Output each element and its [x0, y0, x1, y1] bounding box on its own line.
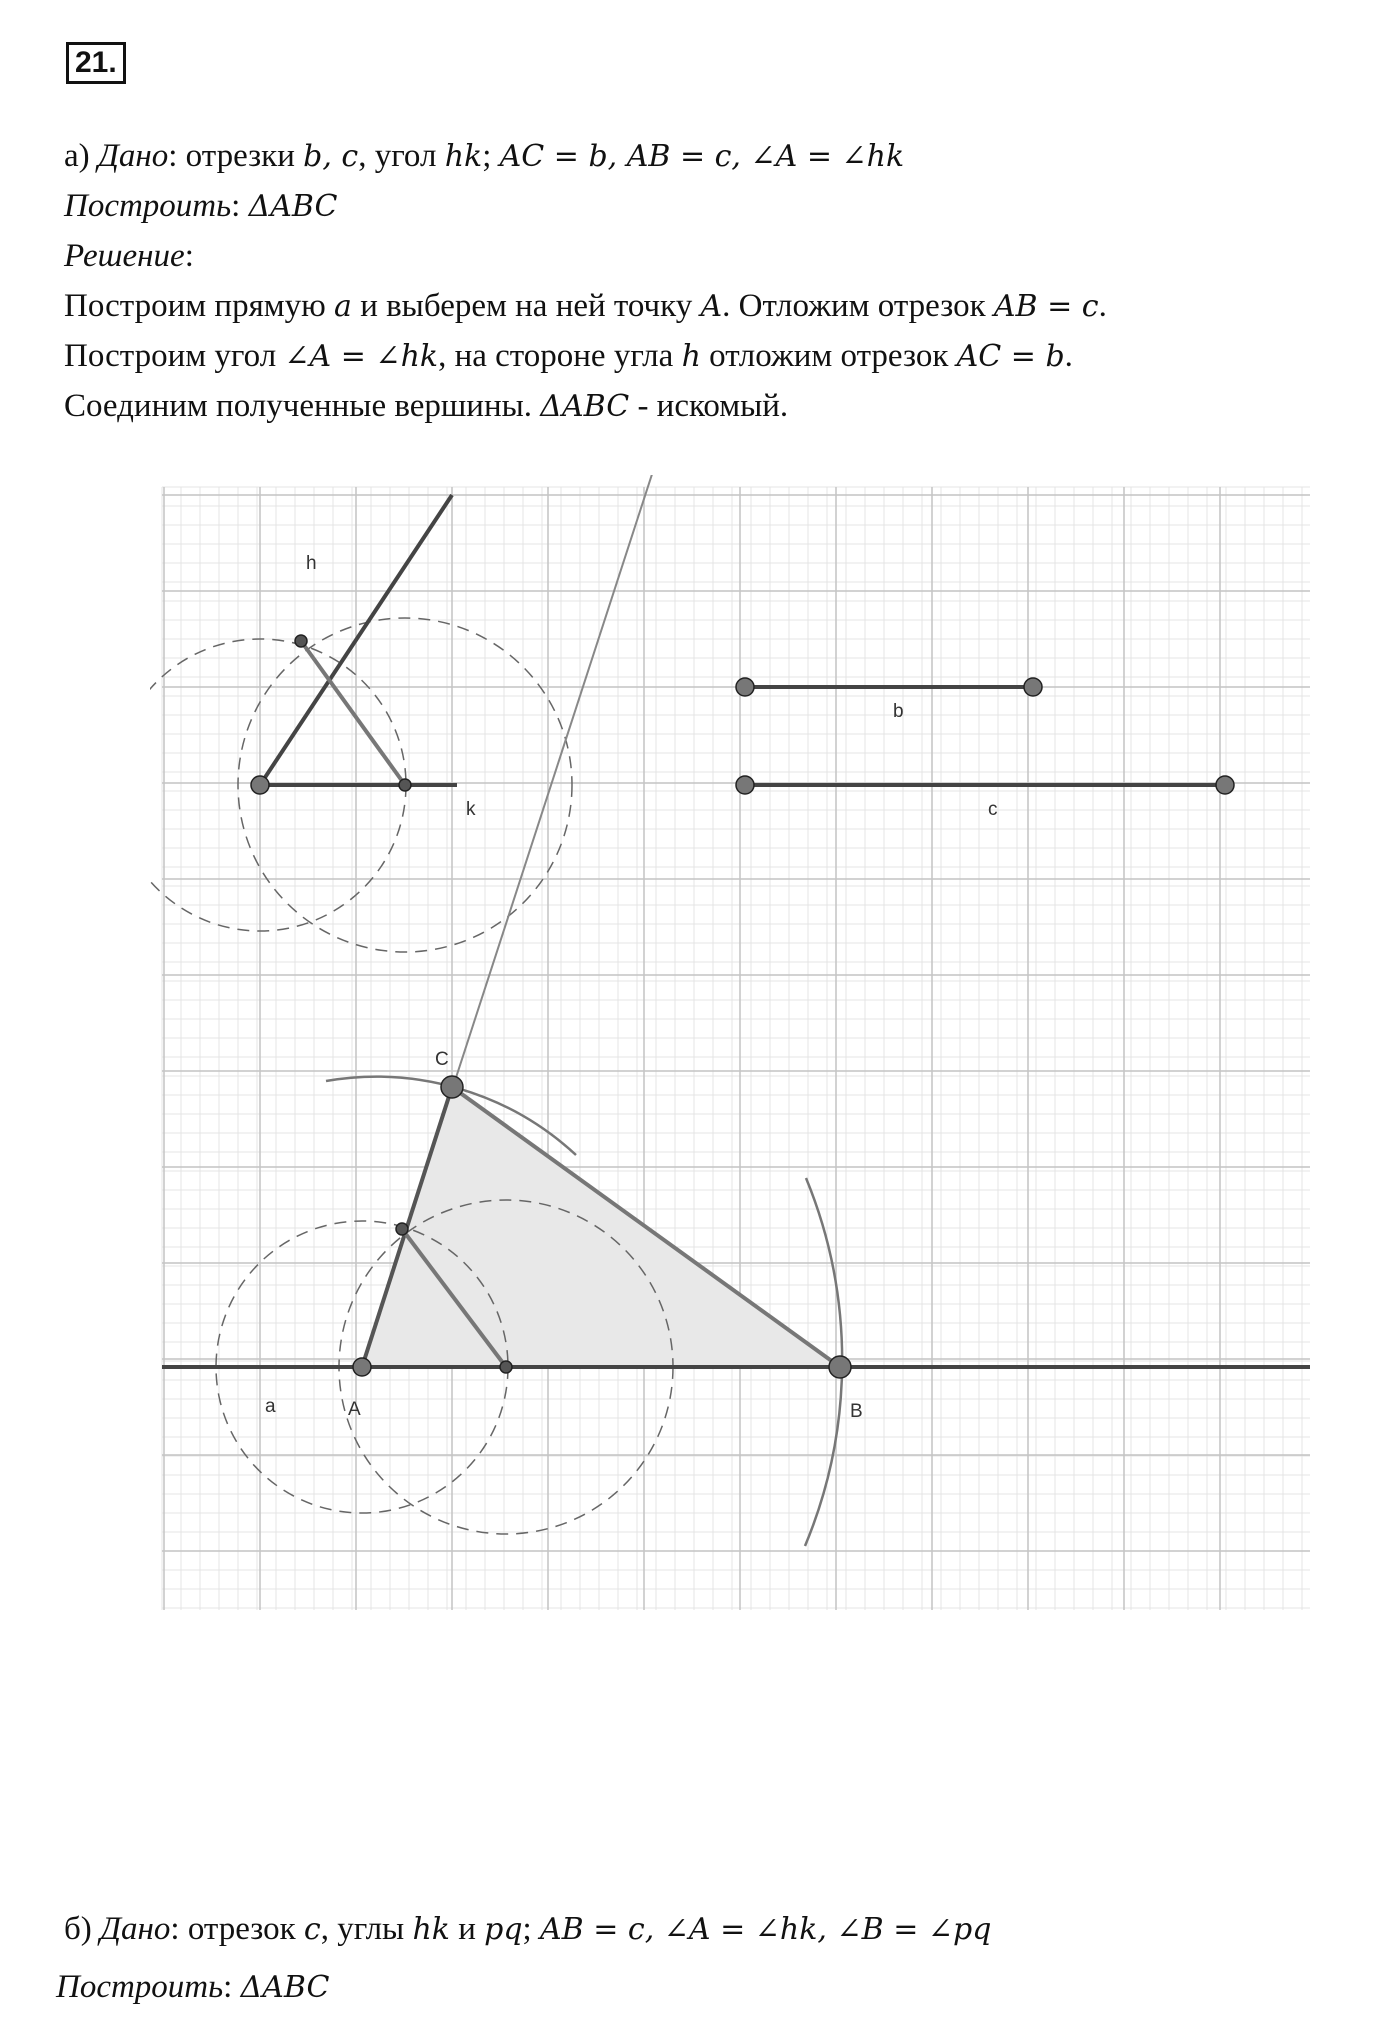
given-angle: hk — [444, 139, 483, 174]
label-b: b — [893, 701, 904, 722]
segment-b-end — [1024, 678, 1042, 696]
part-b-conditions: AB = c, ∠A = ∠hk, ∠B = ∠pq — [539, 1912, 992, 1947]
solution-label: Решение — [64, 238, 185, 274]
part-b-prefix: б) — [64, 1911, 92, 1947]
step2-angle: ∠A = ∠hk — [284, 339, 439, 374]
construction-figure — [150, 475, 1310, 1615]
part-b-angle-hk: hk — [412, 1912, 450, 1947]
step3-triangle: ΔABC — [540, 389, 630, 424]
part-a-construct — [64, 186, 337, 227]
step3-text-2: - искомый. — [629, 388, 789, 424]
point-B — [829, 1356, 851, 1378]
part-b-construct-colon: : — [223, 1969, 241, 2005]
given-angle-hk — [150, 495, 572, 952]
given-segments: b, c — [303, 139, 359, 174]
part-b-angle-pq: pq — [484, 1912, 523, 1947]
part-b-given-text-2: , углы — [320, 1911, 413, 1947]
label-A: A — [348, 1399, 361, 1420]
point-on-ray — [396, 1223, 408, 1235]
step1-segment: AB = c — [993, 289, 1099, 324]
step2-segment: AC = b — [956, 339, 1065, 374]
point-C — [441, 1076, 463, 1098]
step2-text-2: , на стороне угла — [438, 338, 682, 374]
part-b-construct-label: Построить — [56, 1969, 224, 2005]
step2-end: . — [1064, 338, 1073, 374]
construct-colon: : — [231, 188, 249, 224]
part-b-separator: ; — [522, 1911, 540, 1947]
point-on-line-a — [500, 1361, 512, 1373]
given-conditions: AC = b, AB = c, ∠A = ∠hk — [499, 139, 905, 174]
given-segments — [736, 678, 1234, 820]
part-b-given-label: Дано — [100, 1911, 171, 1947]
step2-text: Построим угол — [64, 338, 285, 374]
part-b-given — [64, 1909, 991, 1950]
construct-label: Построить — [64, 188, 232, 224]
construct-target: ΔABC — [248, 189, 338, 224]
part-b-construct — [56, 1967, 329, 2008]
step1-end: . — [1098, 288, 1107, 324]
construction — [162, 475, 1310, 1546]
solution-step-2 — [64, 336, 1073, 377]
given-label: Дано — [97, 138, 169, 174]
task-number: 21. — [66, 42, 126, 84]
label-h: h — [306, 553, 317, 574]
given-separator: ; — [482, 138, 500, 174]
part-a-solution-heading — [64, 236, 194, 276]
solution-colon: : — [184, 238, 194, 274]
label-B: B — [850, 1401, 863, 1422]
segment-b-start — [736, 678, 754, 696]
grid-paper — [162, 487, 1310, 1610]
label-c: c — [988, 799, 998, 820]
point-A — [353, 1358, 371, 1376]
part-a-given — [64, 136, 904, 177]
given-text: : отрезки — [168, 138, 304, 174]
segment-c-start — [736, 776, 754, 794]
solution-step-1 — [64, 286, 1107, 327]
label-a: a — [265, 1396, 276, 1417]
step1-text-2: и выберем на ней точку — [351, 288, 701, 324]
step2-text-3: отложим отрезок — [700, 338, 957, 374]
step3-text: Соединим полученные вершины. — [64, 388, 541, 424]
step1-line-a: a — [334, 289, 352, 324]
step1-point-A: A — [700, 289, 723, 324]
part-a-prefix: а) — [64, 138, 90, 174]
step2-ray-h: h — [681, 339, 701, 374]
part-b-construct-target: ΔABC — [240, 1970, 330, 2005]
label-C: C — [435, 1049, 449, 1070]
segment-c-end — [1216, 776, 1234, 794]
step1-text-3: . Отложим отрезок — [722, 288, 994, 324]
given-text-2: , угол — [358, 138, 445, 174]
chord — [301, 641, 405, 785]
part-b-segment-c: c — [303, 1912, 321, 1947]
point-on-h — [295, 635, 307, 647]
part-b-given-text: : отрезок — [170, 1911, 304, 1947]
part-b-and: и — [449, 1911, 485, 1947]
vertex-hk — [251, 776, 269, 794]
solution-step-3 — [64, 386, 788, 427]
point-on-k — [399, 779, 411, 791]
label-k: k — [466, 799, 476, 820]
triangle-abc-fill — [362, 1087, 840, 1367]
step1-text: Построим прямую — [64, 288, 335, 324]
